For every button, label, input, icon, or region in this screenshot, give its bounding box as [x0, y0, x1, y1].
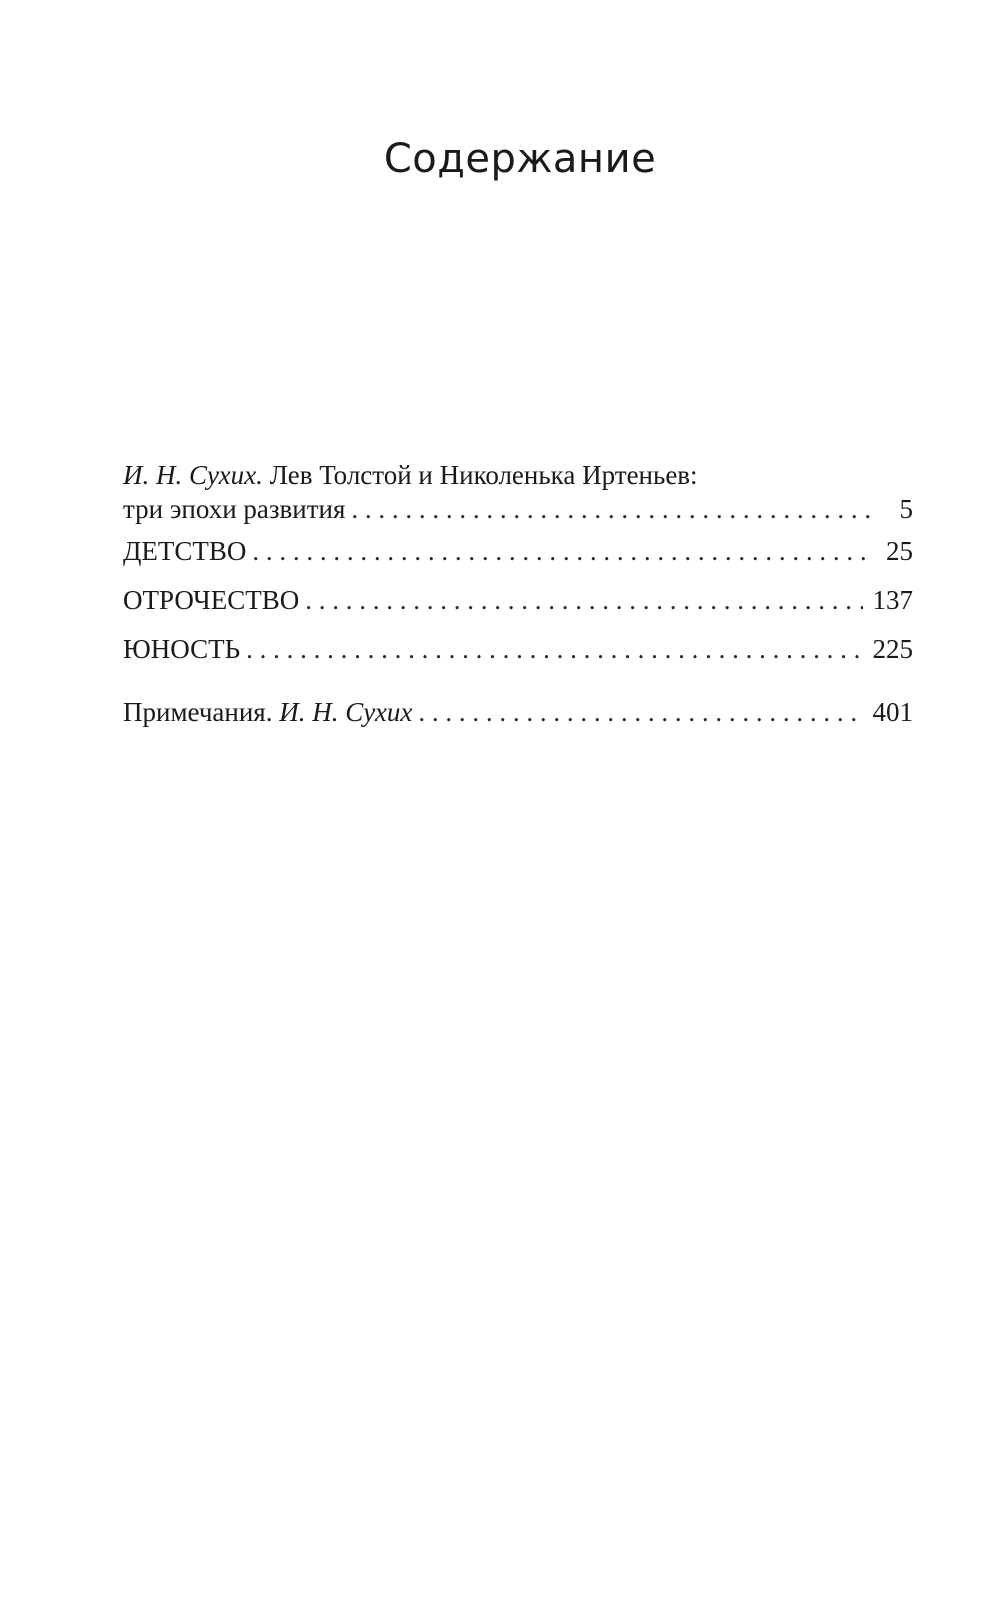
toc-page-number: 225: [872, 634, 913, 664]
toc-entry-introduction[interactable]: [123, 458, 913, 526]
toc-entry-first-line: [123, 458, 913, 492]
dot-leader: [246, 632, 862, 666]
toc-entry-title: ОТРОЧЕСТВО: [123, 585, 300, 615]
dot-leader: [252, 534, 873, 568]
toc-entry-line: [123, 534, 913, 568]
toc-entry-title: Примечания.: [123, 697, 273, 727]
toc-entry-line: [123, 695, 913, 729]
toc-page-number: 137: [872, 585, 913, 615]
toc-page-number: 5: [899, 494, 913, 524]
toc-entry-second-line: [123, 492, 913, 526]
dot-leader: [351, 492, 873, 526]
toc-entry-line: [123, 583, 913, 617]
toc-entry-author: И. Н. Сухих.: [123, 460, 263, 490]
toc-entry-youth[interactable]: [123, 632, 913, 666]
toc-entry-childhood[interactable]: [123, 534, 913, 568]
toc-page-number: 401: [872, 697, 913, 727]
page-title: Содержание: [383, 136, 657, 182]
toc-entry-line: [123, 632, 913, 666]
toc-entry-title-continued: три эпохи развития: [123, 494, 346, 524]
dot-leader: [418, 695, 862, 729]
toc-entry-title: ЮНОСТЬ: [123, 634, 241, 664]
toc-entry-author: И. Н. Сухих: [279, 697, 413, 727]
toc-page-number: 25: [886, 536, 913, 566]
toc-entry-boyhood[interactable]: [123, 583, 913, 617]
toc-entry-notes[interactable]: [123, 695, 913, 729]
toc-entry-title: Лев Толстой и Николенька Иртеньев:: [269, 460, 698, 490]
toc-entry-title: ДЕТСТВО: [123, 536, 247, 566]
dot-leader: [305, 583, 862, 617]
